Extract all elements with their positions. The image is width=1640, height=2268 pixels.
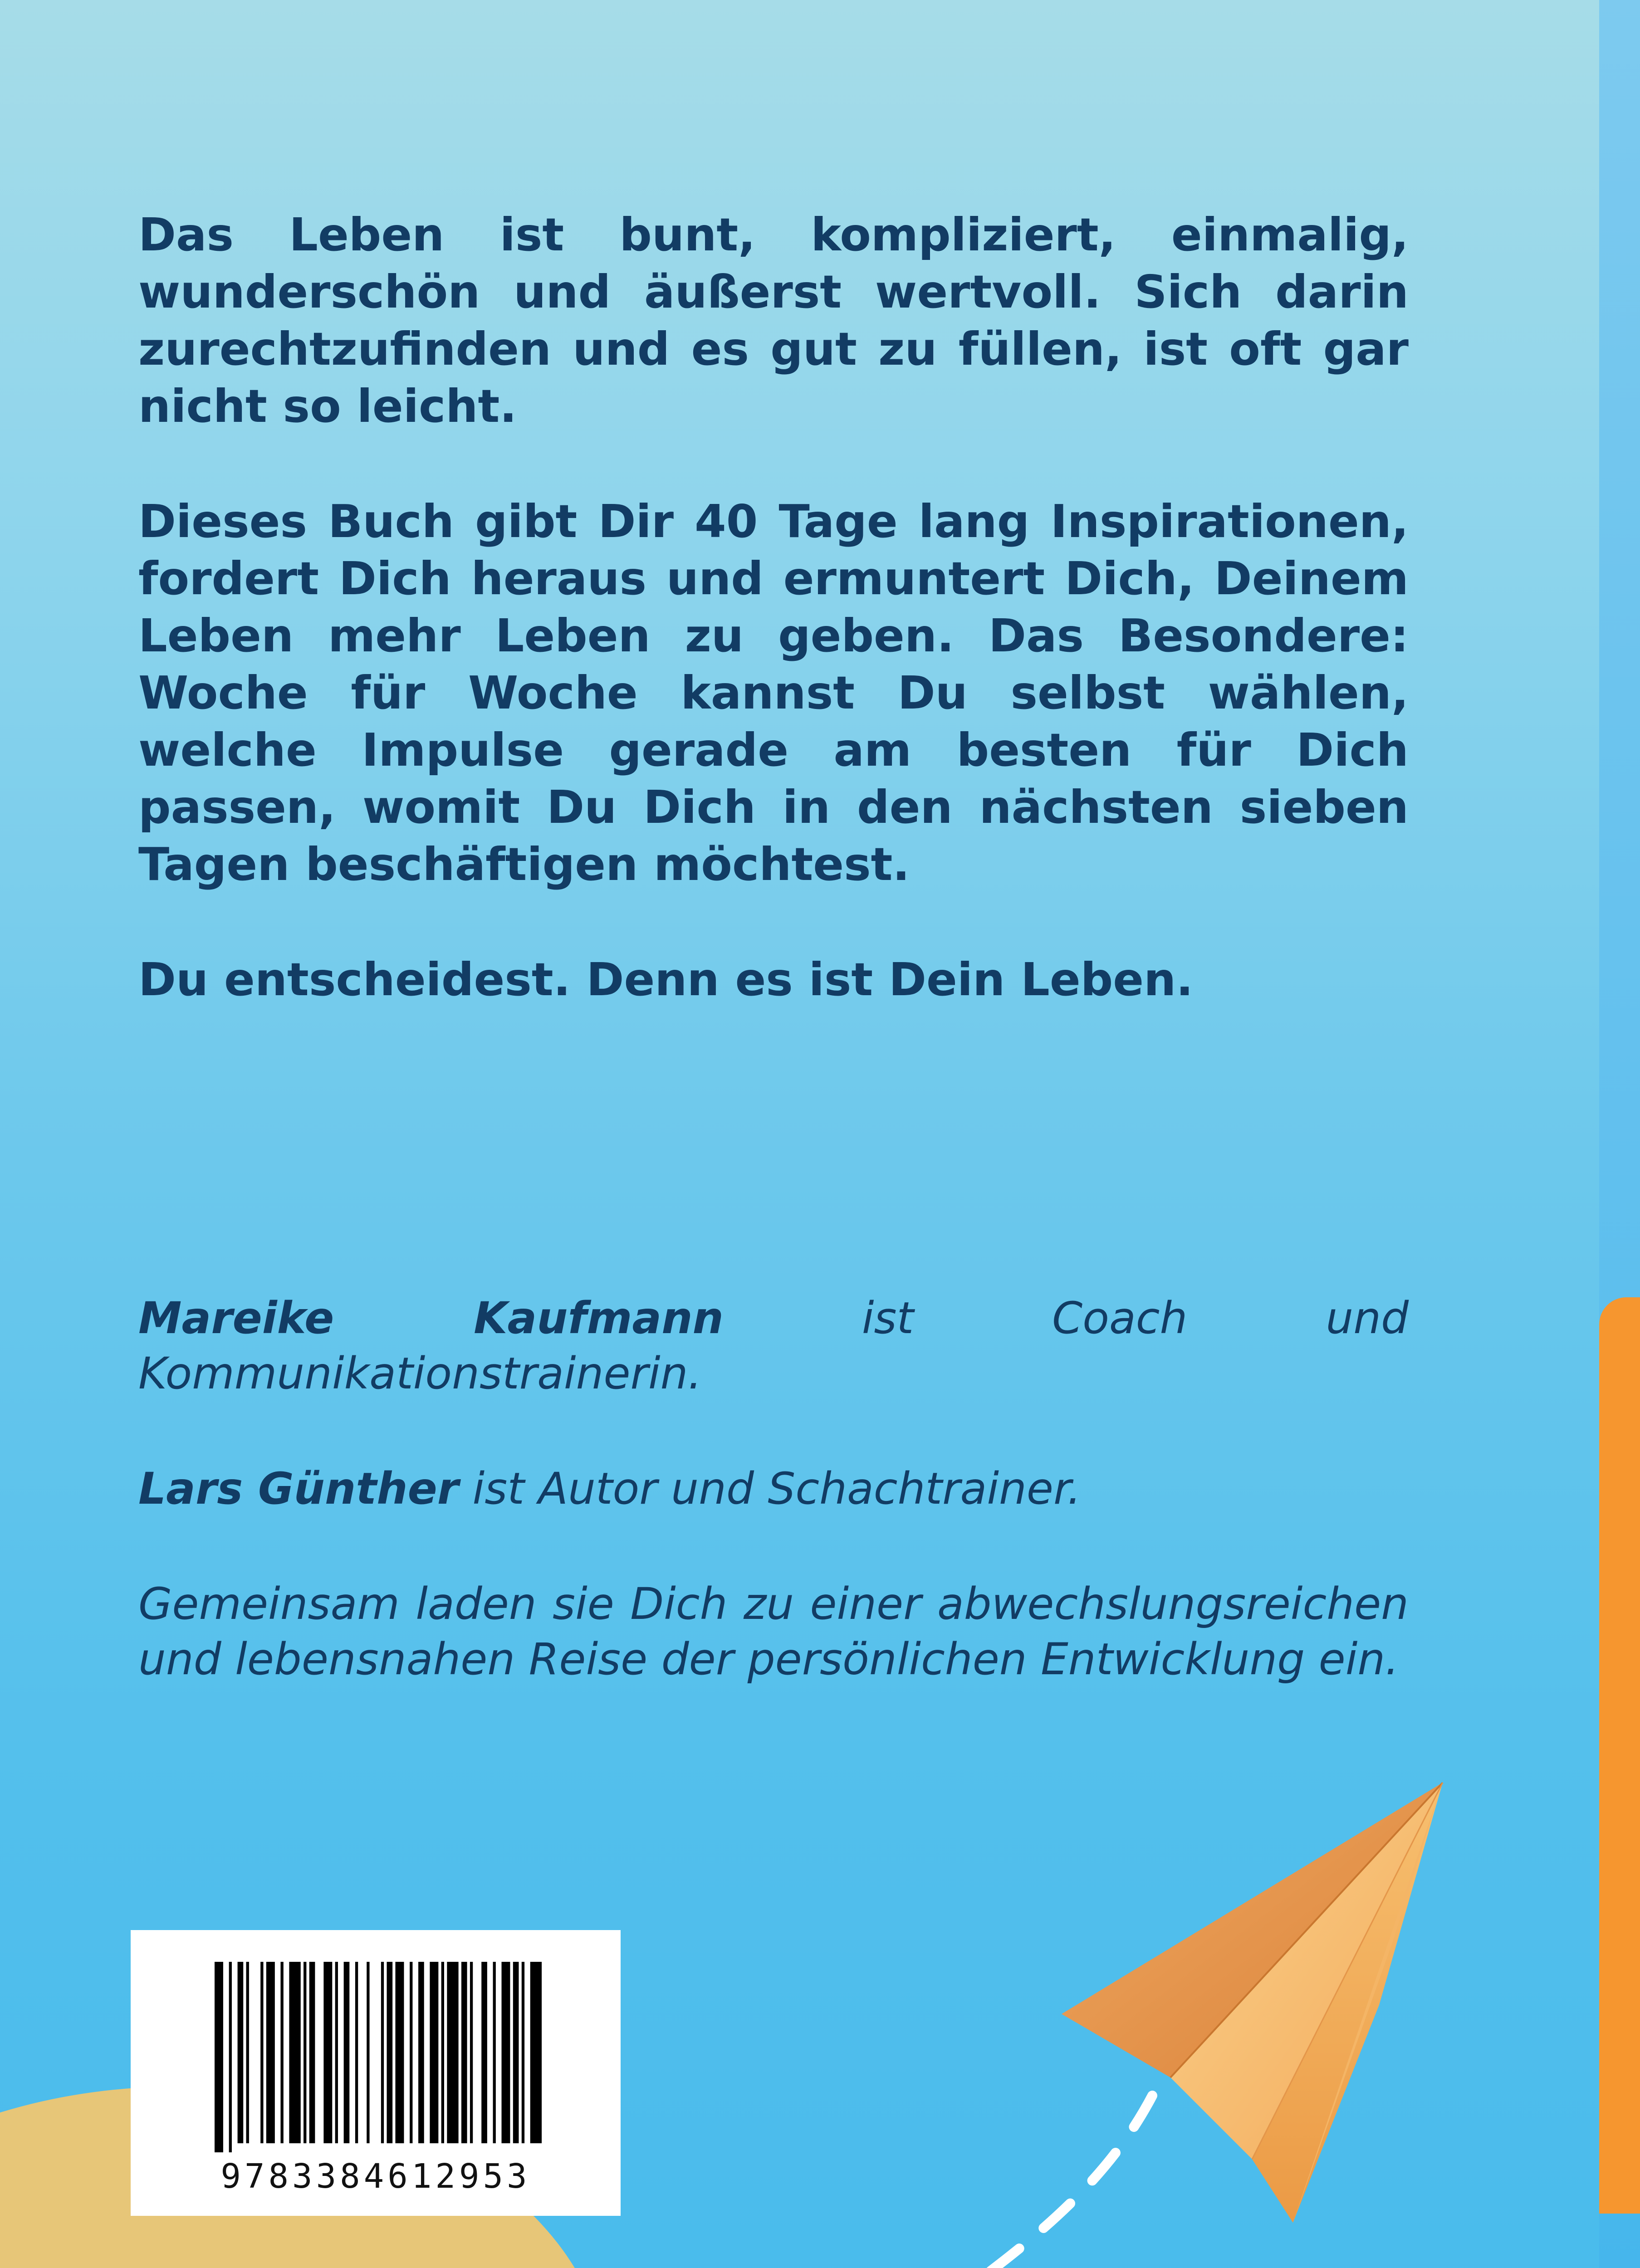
- barcode-bar: [323, 1962, 332, 2143]
- spine-orange-accent: [1599, 1297, 1640, 2214]
- barcode-bar: [530, 1962, 542, 2143]
- barcode-bar: [229, 1962, 232, 2152]
- barcode-bar: [335, 1962, 338, 2143]
- barcode-bar: [447, 1962, 458, 2143]
- barcode-bar: [381, 1962, 384, 2143]
- barcode-bar: [502, 1962, 510, 2143]
- barcode-bar: [410, 1962, 412, 2143]
- author-bio-1: [138, 1290, 1409, 1401]
- barcode-bar: [238, 1962, 244, 2143]
- barcode-icon: [131, 1930, 621, 2157]
- barcode-bar: [246, 1962, 249, 2143]
- barcode-bar: [461, 1962, 467, 2143]
- isbn-digits: 9783384612953: [220, 2157, 531, 2196]
- barcode-bar: [441, 1962, 444, 2143]
- barcode-bar: [355, 1962, 358, 2143]
- barcode-bar: [280, 1962, 283, 2143]
- barcode-bar: [395, 1962, 404, 2143]
- blurb-paragraph-2: Dieses Buch gibt Dir 40 Tage lang Inspirationen, fordert Dich heraus und ermuntert Dich, Deinem Leben mehr Leben zu geben. Das Besondere: Woche für Woche kannst Du selbst wählen, welche Impulse gerade am besten für Dich passen, womit Du Dich in den nächsten sieben Tagen beschäftigen möchtest.: [138, 495, 1409, 891]
- flight-trail: [939, 2096, 1152, 2268]
- author-2-name: Lars Günther: [138, 1463, 459, 1514]
- author-2-role: ist Autor und Schachtrainer.: [459, 1463, 1082, 1514]
- barcode-bar: [493, 1962, 496, 2143]
- barcode-bar: [430, 1962, 438, 2143]
- barcode-bar: [344, 1962, 350, 2143]
- barcode-bar: [304, 1962, 306, 2143]
- authors-together: Gemeinsam laden sie Dich zu einer abwechslungsreichen und lebensnahen Reise der persönlichen Entwicklung ein.: [138, 1579, 1409, 1685]
- paper-plane-icon: [916, 1751, 1488, 2268]
- author-1-role: ist Coach und Kommunikationstrainerin.: [138, 1293, 1409, 1399]
- barcode-bar: [289, 1962, 300, 2143]
- author-1-name: Mareike Kaufmann: [138, 1293, 724, 1344]
- barcode-bar: [215, 1962, 223, 2152]
- blurb-paragraph-3: Du entscheidest. Denn es ist Dein Leben.: [138, 953, 1194, 1006]
- author-bios: [138, 1290, 1409, 1747]
- blurb-paragraph-1: Das Leben ist bunt, kompliziert, einmalig, wunderschön und äußerst wertvoll. Sich darin zurechtzufinden und es gut zu füllen, ist oft gar nicht so leicht.: [138, 208, 1409, 433]
- author-bio-2: [138, 1461, 1409, 1516]
- barcode-bar: [309, 1962, 315, 2143]
- blurb: [138, 206, 1409, 1066]
- barcode-bar: [470, 1962, 473, 2143]
- barcode-bar: [522, 1962, 524, 2143]
- barcode-bar: [418, 1962, 424, 2143]
- barcode-label: [131, 1930, 621, 2216]
- barcode-bar: [266, 1962, 275, 2143]
- barcode-bar: [481, 1962, 487, 2143]
- barcode-bar: [260, 1962, 263, 2143]
- barcode-bar: [513, 1962, 519, 2143]
- barcode-bar: [387, 1962, 393, 2143]
- barcode-bar: [367, 1962, 369, 2143]
